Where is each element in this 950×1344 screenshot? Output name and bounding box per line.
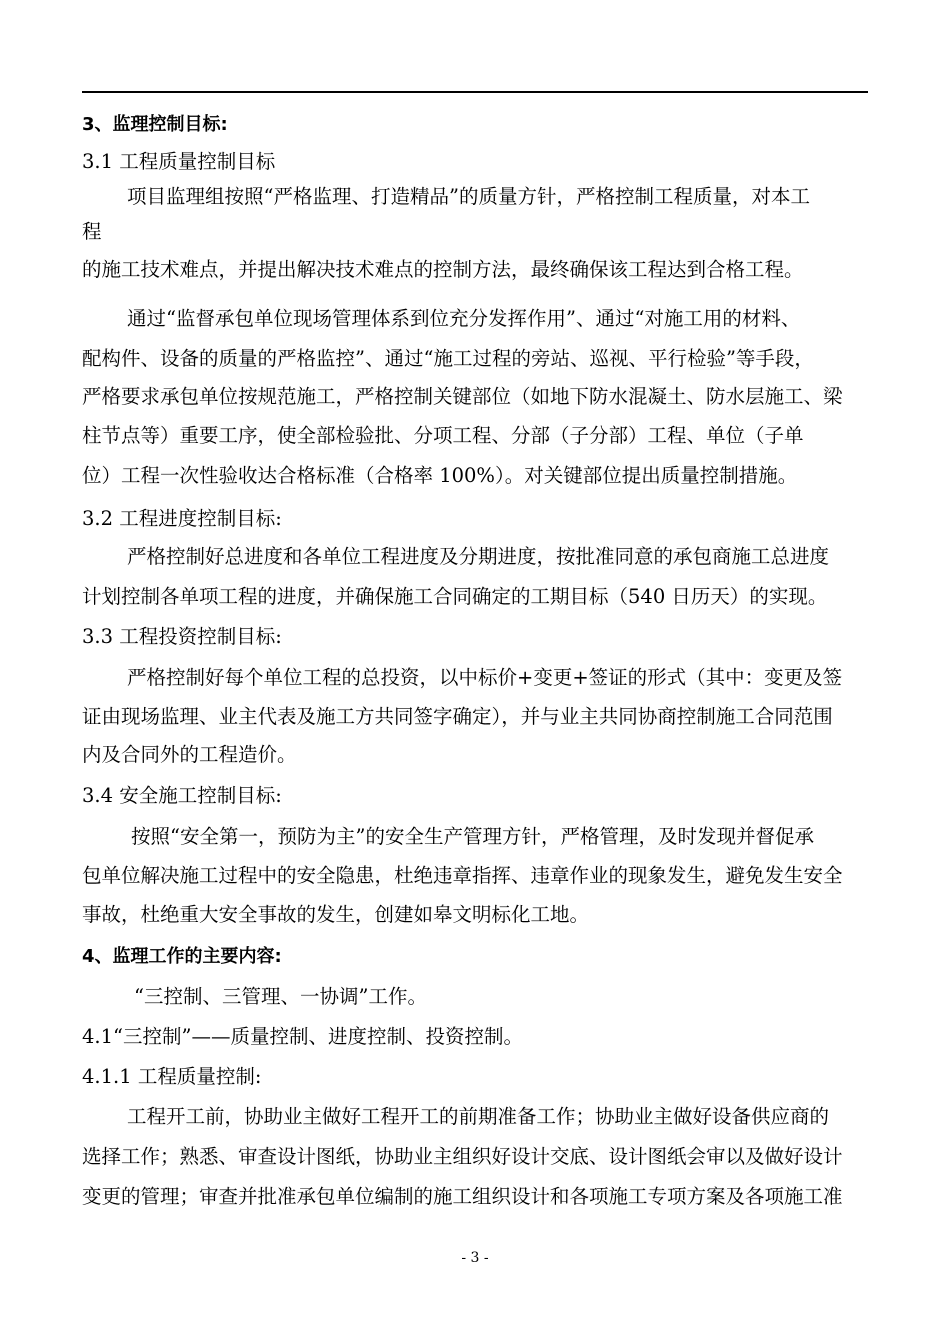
paragraph-line: 配构件、设备的质量的严格监控”、通过“施工过程的旁站、巡视、平行检验”等手段， — [82, 347, 814, 370]
subheading-4-1-1: 4.1.1 工程质量控制: — [82, 1065, 262, 1088]
subheading-3-1: 3.1 工程质量控制目标 — [82, 150, 276, 173]
paragraph-line: 位）工程一次性验收达合格标准（合格率 100%）。对关键部位提出质量控制措施。 — [82, 464, 798, 487]
header-rule — [82, 91, 868, 93]
section-heading-3: 3、监理控制目标: — [82, 114, 228, 135]
paragraph-line: 证由现场监理、业主代表及施工方共同签字确定），并与业主共同协商控制施工合同范围 — [82, 705, 833, 728]
paragraph-line: 柱节点等）重要工序，使全部检验批、分项工程、分部（子分部）工程、单位（子单 — [82, 424, 804, 447]
paragraph-line: 按照“安全第一，预防为主”的安全生产管理方针，严格管理，及时发现并督促承 — [131, 825, 814, 848]
paragraph-line: 严格控制好每个单位工程的总投资，以中标价+变更+签证的形式（其中：变更及签 — [127, 666, 843, 689]
paragraph-line: 选择工作；熟悉、审查设计图纸，协助业主组织好设计交底、设计图纸会审以及做好设计 — [82, 1145, 843, 1168]
subheading-4-1: 4.1“三控制”——质量控制、进度控制、投资控制。 — [82, 1025, 523, 1048]
paragraph-line: 严格要求承包单位按规范施工，严格控制关键部位（如地下防水混凝土、防水层施工、梁 — [82, 385, 843, 408]
paragraph-line: 的施工技术难点，并提出解决技术难点的控制方法，最终确保该工程达到合格工程。 — [82, 258, 804, 281]
section-heading-4: 4、监理工作的主要内容: — [82, 946, 282, 967]
paragraph-line: 通过“监督承包单位现场管理体系到位充分发挥作用”、通过“对施工用的材料、 — [127, 307, 801, 330]
paragraph-line: 计划控制各单项工程的进度，并确保施工合同确定的工期目标（540 日历天）的实现。 — [82, 585, 828, 608]
paragraph-line: “三控制、三管理、一协调”工作。 — [134, 985, 427, 1008]
subheading-3-4: 3.4 安全施工控制目标: — [82, 784, 282, 807]
paragraph-line: 程 — [82, 220, 102, 243]
subheading-3-2: 3.2 工程进度控制目标: — [82, 507, 282, 530]
subheading-3-3: 3.3 工程投资控制目标: — [82, 625, 282, 648]
paragraph-line: 变更的管理；审查并批准承包单位编制的施工组织设计和各项施工专项方案及各项施工准 — [82, 1185, 843, 1208]
page-number: - 3 - — [461, 1250, 489, 1266]
paragraph-line: 严格控制好总进度和各单位工程进度及分期进度，按批准同意的承包商施工总进度 — [127, 545, 830, 568]
paragraph-line: 工程开工前，协助业主做好工程开工的前期准备工作；协助业主做好设备供应商的 — [127, 1105, 830, 1128]
paragraph-line: 事故，杜绝重大安全事故的发生，创建如皋文明标化工地。 — [82, 903, 590, 926]
paragraph-line: 包单位解决施工过程中的安全隐患，杜绝违章指挥、违章作业的现象发生，避免发生安全 — [82, 864, 843, 887]
paragraph-line: 内及合同外的工程造价。 — [82, 743, 297, 766]
paragraph-line: 项目监理组按照“严格监理、打造精品”的质量方针，严格控制工程质量，对本工 — [127, 185, 810, 208]
